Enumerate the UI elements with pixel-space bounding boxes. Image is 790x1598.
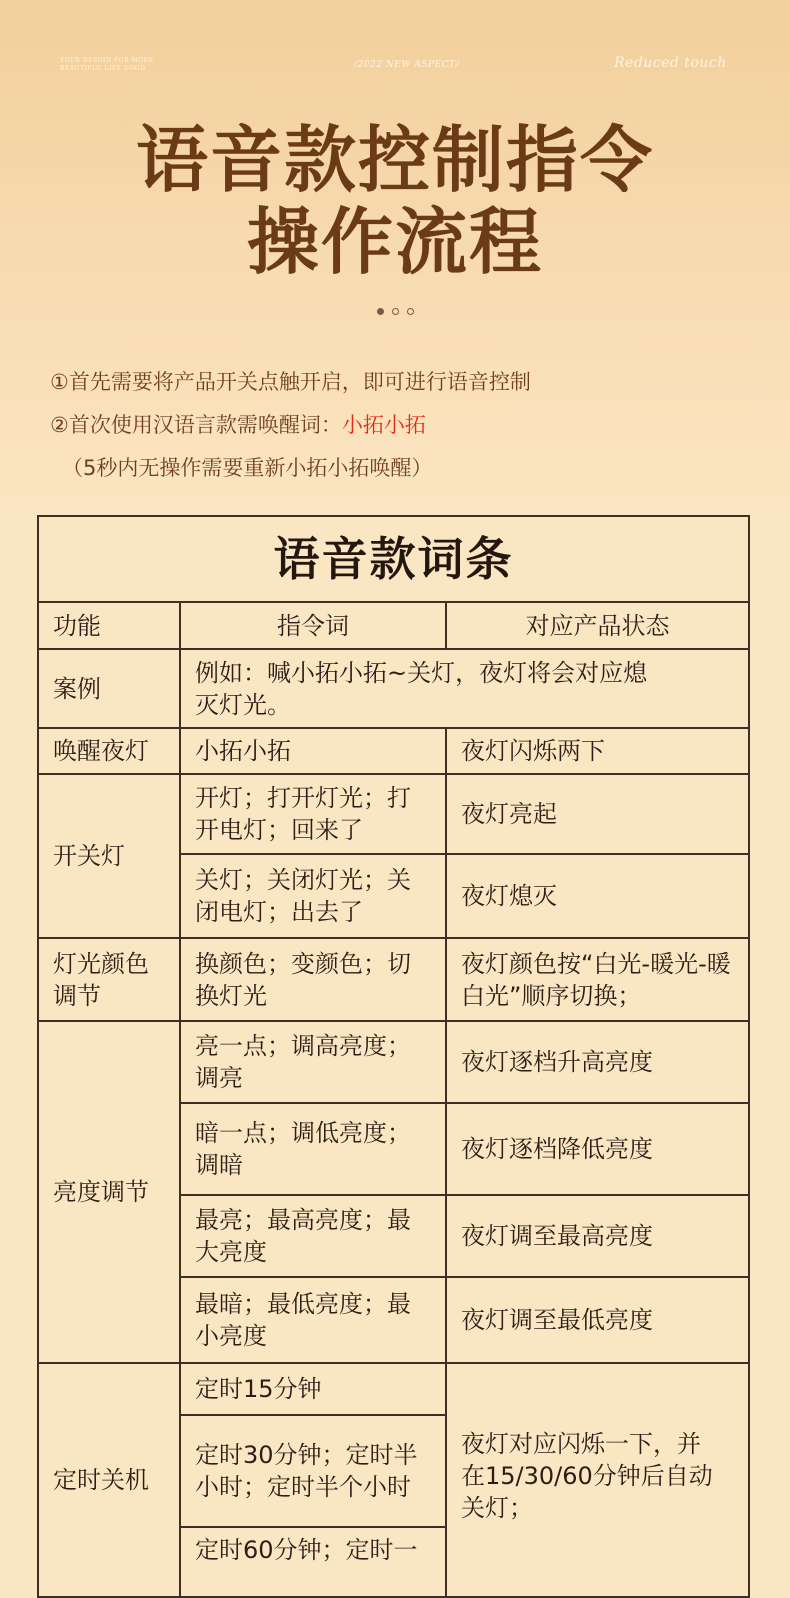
intro-step-2 xyxy=(50,412,426,438)
page-title-line2: 操作流程 xyxy=(246,200,543,284)
table-row-timer-15 xyxy=(38,1363,749,1415)
brightness-down-state: 夜灯逐档降低亮度 xyxy=(446,1103,749,1195)
table-row-wake xyxy=(38,728,749,774)
timer-15-command: 定时15分钟 xyxy=(180,1363,446,1415)
brightness-min-state: 夜灯调至最低亮度 xyxy=(446,1277,749,1363)
switch-on-command: 开灯；打开灯光；打开电灯；回来了 xyxy=(180,774,446,854)
intro-step-1: ①首先需要将产品开关点触开启，即可进行语音控制 xyxy=(50,370,531,394)
page-title-line1: 语音款控制指令 xyxy=(135,118,654,202)
table-row-color xyxy=(38,938,749,1021)
table-header-row xyxy=(38,602,749,649)
switch-off-command: 关灯；关闭灯光；关闭电灯；出去了 xyxy=(180,854,446,938)
pagination-dot-3[interactable] xyxy=(407,308,414,315)
switch-on-state: 夜灯亮起 xyxy=(446,774,749,854)
table-caption: 语音款词条 xyxy=(38,516,749,602)
header-command: 指令词 xyxy=(180,602,446,649)
header-small-right: Reduced touch xyxy=(614,55,727,71)
brightness-label: 亮度调节 xyxy=(38,1021,180,1363)
header-small-left: YOUR DESIGN FOR MORE BEAUTIFUL LIFE GOOD xyxy=(60,57,154,72)
brightness-up-command: 亮一点；调高亮度；调亮 xyxy=(180,1021,446,1103)
header-state: 对应产品状态 xyxy=(446,602,749,649)
wake-label: 唤醒夜灯 xyxy=(38,728,180,774)
switch-off-state: 夜灯熄灭 xyxy=(446,854,749,938)
header-small-mid: /2022 NEW ASPECT/ xyxy=(354,60,460,70)
table-row-brightness-up xyxy=(38,1021,749,1103)
timer-label: 定时关机 xyxy=(38,1363,180,1597)
color-state: 夜灯颜色按“白光-暖光-暖白光”顺序切换； xyxy=(446,938,749,1021)
intro-note: （5秒内无操作需要重新小拓小拓唤醒） xyxy=(62,456,433,480)
wake-state: 夜灯闪烁两下 xyxy=(446,728,749,774)
intro-step-2-text: ②首次使用汉语言款需唤醒词： xyxy=(50,413,342,437)
header-function: 功能 xyxy=(38,602,180,649)
hero-section xyxy=(0,0,790,520)
brightness-up-state: 夜灯逐档升高亮度 xyxy=(446,1021,749,1103)
example-text: 例如：喊小拓小拓~关灯，夜灯将会对应熄灭灯光。 xyxy=(180,649,749,728)
brightness-max-command: 最亮；最高亮度；最大亮度 xyxy=(180,1195,446,1277)
wake-word: 小拓小拓 xyxy=(341,413,426,437)
color-command: 换颜色；变颜色；切换灯光 xyxy=(180,938,446,1021)
example-label: 案例 xyxy=(38,649,180,728)
wake-command: 小拓小拓 xyxy=(180,728,446,774)
brightness-min-command: 最暗；最低亮度；最小亮度 xyxy=(180,1277,446,1363)
timer-60-command: 定时60分钟；定时一 xyxy=(180,1527,446,1597)
brightness-down-command: 暗一点；调低亮度；调暗 xyxy=(180,1103,446,1195)
table-row-switch-on xyxy=(38,774,749,854)
command-table xyxy=(37,515,750,1598)
brightness-max-state: 夜灯调至最高亮度 xyxy=(446,1195,749,1277)
timer-state: 夜灯对应闪烁一下，并在15/30/60分钟后自动关灯； xyxy=(446,1363,749,1597)
pagination-dot-2[interactable] xyxy=(392,308,399,315)
color-label: 灯光颜色调节 xyxy=(38,938,180,1021)
timer-30-command: 定时30分钟；定时半小时；定时半个小时 xyxy=(180,1415,446,1527)
table-row-example xyxy=(38,649,749,728)
switch-label: 开关灯 xyxy=(38,774,180,938)
pagination-dot-1[interactable] xyxy=(377,308,384,315)
pagination-dots[interactable] xyxy=(0,308,790,315)
